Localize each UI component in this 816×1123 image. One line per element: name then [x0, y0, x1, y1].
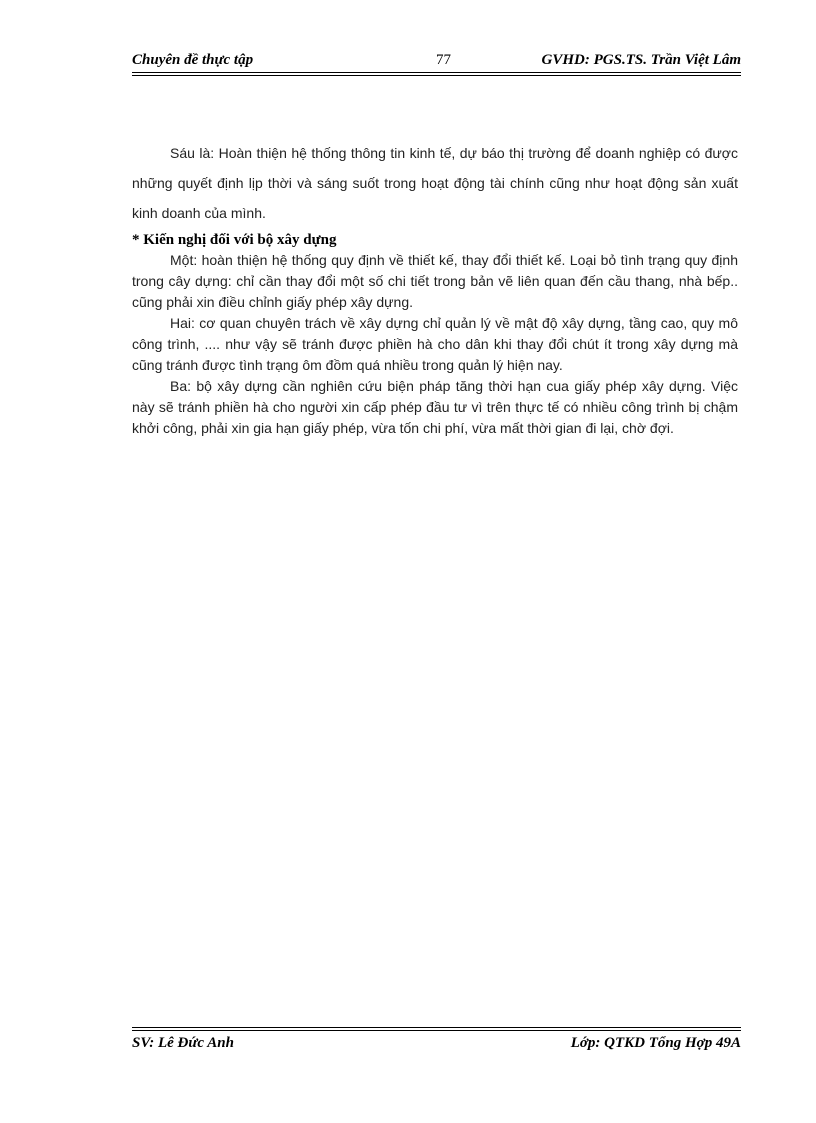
header-divider: [132, 72, 741, 76]
section-heading: * Kiến nghị đối với bộ xây dựng: [132, 232, 337, 248]
page-content: [132, 138, 738, 439]
footer-class: Lớp: QTKD Tổng Hợp 49A: [570, 1035, 741, 1051]
recommendations-block: [132, 250, 738, 439]
paragraph-hai: Hai: cơ quan chuyên trách về xây dựng chỉ quản lý về mật độ xây dựng, tầng cao, quy mô công trình, .... như vậy sẽ tránh được phiền hà cho dân khi thay đổi chút ít trong xây dựng mà cũng tránh được tình trạng ôm đồm quá nhiều trong quản lý hiện nay.: [132, 315, 738, 373]
page-header: [132, 52, 741, 74]
footer-divider: [132, 1027, 741, 1031]
paragraph-ba: Ba: bộ xây dựng cần nghiên cứu biện pháp tăng thời hạn cua giấy phép xây dựng. Việc này sẽ tránh phiền hà cho người xin cấp phép đầu tư vì trên thực tế có nhiều công trình bị chậm khởi công, phải xin gia hạn giấy phép, vừa tốn chi phí, vừa mất thời gian đi lại, chờ đợi.: [132, 378, 738, 436]
page-footer: [132, 1035, 741, 1057]
header-supervisor: GVHD: PGS.TS. Trần Việt Lâm: [541, 52, 741, 68]
paragraph-sau: Sáu là: Hoàn thiện hệ thống thông tin kinh tế, dự báo thị trường để doanh nghiệp có được những quyết định lịp thời và sáng suốt trong hoạt động tài chính cũng như hoạt động sản xuất kinh doanh của mình.: [132, 145, 738, 221]
paragraph-mot: Một: hoàn thiện hệ thống quy định về thiết kế, thay đổi thiết kế. Loại bỏ tình trạng quy định trong cây dựng: chỉ cần thay đổi một số chi tiết trong bản vẽ liên quan đến cầu thang, nhà bếp.. cũng phải xin điều chỉnh giấy phép xây dựng.: [132, 252, 738, 310]
footer-student: SV: Lê Đức Anh: [132, 1035, 234, 1051]
header-page-number: 77: [436, 52, 451, 68]
header-document-title: Chuyên đề thực tập: [132, 52, 254, 68]
